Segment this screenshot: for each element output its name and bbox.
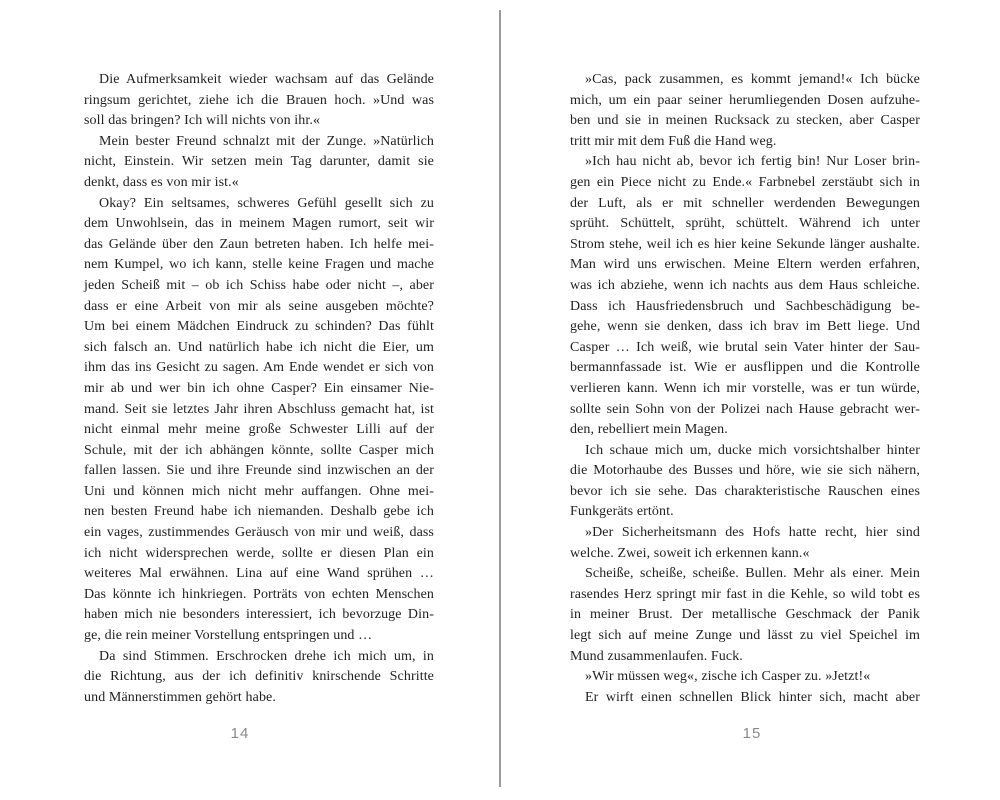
- text-line: Die Aufmerksamkeit wieder wachsam auf das Gelände: [99, 72, 434, 87]
- text-line: »Ich hau nicht ab, bevor ich fertig bin! Nur Loser brin-: [585, 154, 920, 170]
- text-line: bermannfassade ist. Wie er ausflippen und die Kontrolle: [570, 360, 920, 376]
- text-line: Mein bester Freund schnalzt mit der Zunge. »Natürlich: [99, 133, 434, 149]
- right-page-text: [570, 70, 920, 708]
- text-line: Ich schaue mich um, ducke mich vorsichtshalber hinter: [585, 442, 920, 458]
- text-line: mich, um ein paar seiner herumliegenden Dosen aufzuhe-: [570, 92, 920, 108]
- text-line: was ich abziehe, wenn ich nachts aus dem Haus schleiche.: [570, 277, 920, 293]
- text-line: Scheiße, scheiße, scheiße. Bullen. Mehr als einer. Mein: [585, 566, 920, 582]
- text-line: Casper … Ich weiß, wie brutal sein Vater hinter der Sau-: [570, 339, 920, 355]
- text-line: der Luft, als er mit schneller werdenden Bewegungen: [570, 195, 920, 211]
- text-line: Uni und können mich nicht mehr auffangen. Ohne mei-: [84, 483, 434, 499]
- text-line: rasendes Herz springt mir fast in die Kehle, so wild tobt es: [570, 586, 920, 602]
- text-line: denkt, dass es von mir ist.«: [84, 174, 239, 190]
- text-line: legt sich auf meine Zunge und lässt zu viel Speichel im: [570, 628, 920, 644]
- text-line: sprüht. Schüttelt, sprüht, schüttelt. Während ich unter: [570, 216, 920, 232]
- text-line: bevor ich sie sehe. Das charakteristische Rauschen eines: [570, 483, 920, 499]
- text-line: mir ab und wer bin ich ohne Casper? Ein einsamer Nie-: [84, 380, 434, 396]
- text-line: Schule, mit der ich abhängen könnte, sollte Casper mich: [84, 442, 434, 458]
- text-line: dass er eine Arbeit von mir als seine ausgeben möchte?: [84, 298, 434, 314]
- text-line: ringsum gerichtet, ziehe ich die Brauen hoch. »Und was: [84, 92, 434, 108]
- text-line: mand. Seit sie letztes Jahr ihren Abschluss gemacht hat, ist: [84, 401, 434, 417]
- text-line: Da sind Stimmen. Erschrocken drehe ich mich um, in: [99, 648, 434, 664]
- text-line: sich falsch an. Und natürlich habe ich nicht die Eier, um: [84, 339, 434, 355]
- text-line: nicht einmal mehr meine große Schwester Lilli auf der: [84, 422, 434, 438]
- text-line: »Wir müssen weg«, zische ich Casper zu. »Jetzt!«: [585, 669, 871, 685]
- text-line: ge, die rein meiner Vorstellung entspringen und …: [84, 628, 373, 644]
- text-line: haben mich nie besonders interessiert, ich bevorzuge Din-: [84, 607, 434, 623]
- text-line: gen ein Piece nicht zu Ende.« Farbnebel zerstäubt sich in: [570, 174, 920, 190]
- text-line: »Der Sicherheitsmann des Hofs hatte recht, hier sind: [585, 525, 920, 541]
- text-line: weiteres Mal erwähnen. Lina auf eine Wand sprühen …: [84, 566, 434, 582]
- text-line: ich nicht widersprechen werde, sollte er diesen Plan ein: [84, 545, 434, 561]
- text-line: Um bei einem Mädchen Eindruck zu schinden? Das fühlt: [84, 319, 434, 335]
- text-line: fallen lassen. Sie und ihre Freunde sind inzwischen an der: [84, 463, 434, 479]
- text-line: ben und sie in meinen Rucksack zu stecken, aber Casper: [570, 113, 920, 129]
- text-line: Strom stehe, weil ich es hier keine Sekunde länger aushalte.: [570, 236, 920, 252]
- text-line: gehe, wenn sie denken, dass ich brav im Bett liege. Und: [570, 319, 920, 335]
- text-line: jeden Scheiß mit – ob ich Schiss habe oder nicht –, aber: [84, 277, 434, 293]
- text-line: verlieren kann. Wenn ich mir vorstelle, was er tun würde,: [570, 380, 920, 396]
- text-line: nen besten Freund habe ich niemanden. Deshalb gebe ich: [84, 504, 434, 520]
- left-page-text: [84, 70, 434, 708]
- text-line: ein vages, zustimmendes Geräusch von mir und weiß, dass: [84, 525, 434, 541]
- right-page-number: 15: [742, 725, 762, 742]
- text-line: soll das bringen? Ich will nichts von ihr.«: [84, 113, 321, 129]
- text-line: tritt mir mit dem Fuß die Hand weg.: [570, 133, 777, 149]
- text-line: sollte sein Sohn von der Polizei nach Hause gebracht wer-: [570, 401, 920, 417]
- text-line: nicht, Einstein. Wir setzen mein Tag darunter, damit sie: [84, 154, 434, 170]
- text-line: die Motorhaube des Busses und höre, wie sie sich nähern,: [570, 463, 920, 479]
- text-line: und Männerstimmen gehört habe.: [84, 689, 276, 705]
- text-line: dem Unwohlsein, das in meinem Magen rumort, seit wir: [84, 216, 434, 232]
- text-line: das Gelände über den Zaun betreten haben. Ich helfe mei-: [84, 236, 434, 252]
- text-line: die Richtung, aus der ich definitiv knirschende Schritte: [84, 669, 434, 685]
- text-line: den, rebelliert mein Magen.: [570, 422, 728, 438]
- text-line: ihm das ins Gesicht zu sagen. Am Ende wendet er sich von: [84, 360, 434, 376]
- text-line: Man wird uns erwischen. Meine Eltern werden erfahren,: [570, 257, 920, 273]
- center-gutter-divider: [499, 10, 501, 787]
- text-line: Dass ich Hausfriedensbruch und Sachbeschädigung be-: [570, 298, 920, 314]
- text-line: Er wirft einen schnellen Blick hinter sich, macht aber: [585, 689, 920, 705]
- text-line: Funkgeräts ertönt.: [570, 504, 674, 520]
- text-line: Okay? Ein seltsames, schweres Gefühl gesellt sich zu: [99, 195, 434, 211]
- text-line: nem Kumpel, wo ich kann, stelle keine Fragen und mache: [84, 257, 434, 273]
- text-line: in meiner Brust. Der metallische Geschmack der Panik: [570, 607, 920, 623]
- text-line: Mund zusammenlaufen. Fuck.: [570, 648, 743, 664]
- left-page-number: 14: [230, 725, 250, 742]
- text-line: »Cas, pack zusammen, es kommt jemand!« Ich bücke: [585, 72, 920, 87]
- text-line: Das könnte ich hinkriegen. Porträts von echten Menschen: [84, 586, 434, 602]
- text-line: welche. Zwei, soweit ich erkennen kann.«: [570, 545, 810, 561]
